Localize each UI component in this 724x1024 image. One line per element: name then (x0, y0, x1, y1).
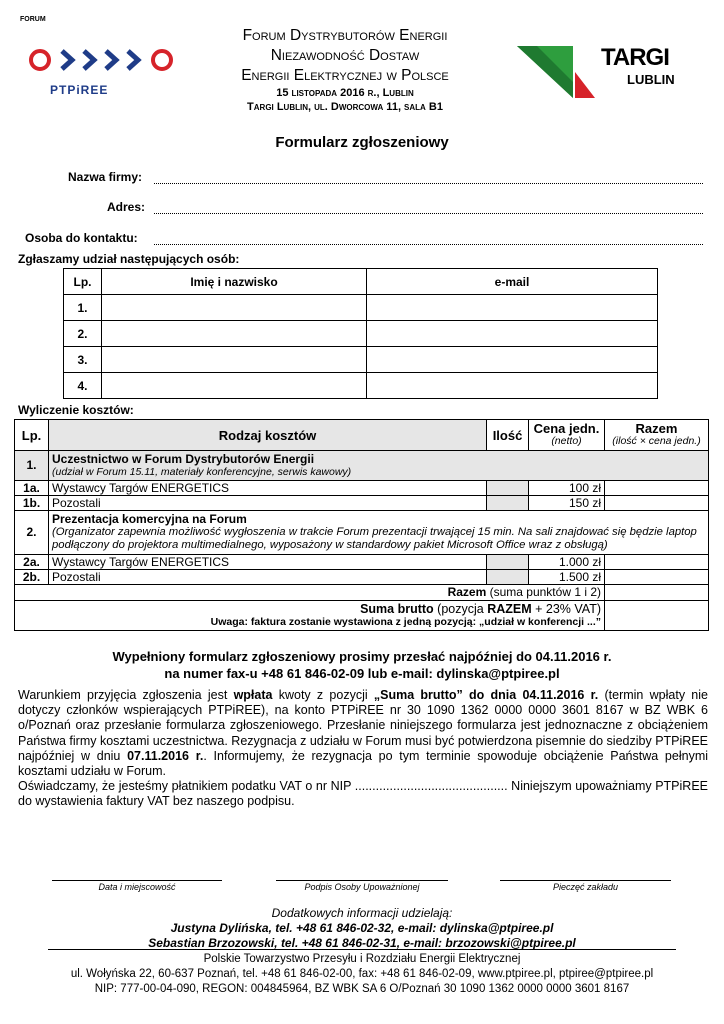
terms-bold: „Suma brutto” do dnia 04.11.2016 r. (373, 688, 599, 702)
table-row (64, 321, 658, 347)
form-title: Formularz zgłoszeniowy (275, 134, 449, 151)
row-lp: 1b. (15, 496, 49, 511)
gross-note-1: (pozycja (433, 601, 488, 616)
gross-cell[interactable] (605, 601, 709, 631)
name-cell[interactable] (102, 347, 367, 373)
price-cell: 1.500 zł (529, 570, 605, 585)
row-lp: 1a. (15, 481, 49, 496)
qty-cell[interactable] (487, 496, 529, 511)
cost-desc: (udział w Forum 15.11, materiały konferencyjne, serwis kawowy) (52, 465, 352, 478)
footer-address: ul. Wołyńska 22, 60-637 Poznań, tel. +48 61 846-02-00, fax: +48 61 846-02-09, www.ptpiree.pl, ptpiree@ptpiree.pl (70, 968, 654, 980)
notice-line-2: na numer fax-u +48 61 846-02-09 lub e-mail: dylinska@ptpiree.pl (164, 666, 560, 681)
event-place: Targi Lublin, ul. Dworcowa 11, sala B1 (247, 101, 443, 113)
gross-row (15, 601, 709, 631)
email-cell[interactable] (367, 347, 658, 373)
costs-header-row (15, 420, 709, 451)
table-row (15, 496, 709, 511)
terms-bold: wpłata (233, 688, 273, 702)
email-cell[interactable] (367, 373, 658, 399)
contact-info (0, 906, 724, 951)
cost-name: Wystawcy Targów ENERGETICS (49, 481, 487, 496)
costs-col-qty: Ilość (487, 420, 529, 451)
row-number: 4. (64, 373, 102, 399)
participants-header-row (64, 269, 658, 295)
sum-cell[interactable] (605, 585, 709, 601)
name-cell[interactable] (102, 321, 367, 347)
targi-logo-bottom: LUBLIN (627, 72, 675, 87)
table-row (15, 511, 709, 555)
terms-text: Warunkiem przyjęcia zgłoszenia jest (18, 688, 234, 702)
table-row (64, 295, 658, 321)
total-cell[interactable] (605, 570, 709, 585)
sum-label-bold: Razem (447, 585, 487, 599)
notice-line-1: Wypełniony formularz zgłoszeniowy prosimy przesłać najpóźniej do 04.11.2016 r. (112, 649, 612, 664)
address-field[interactable] (154, 212, 703, 214)
name-cell[interactable] (102, 373, 367, 399)
table-row (64, 347, 658, 373)
address-label: Adres: (107, 200, 146, 214)
table-row (64, 373, 658, 399)
cost-name: Wystawcy Targów ENERGETICS (49, 555, 487, 570)
row-lp: 1. (15, 451, 49, 481)
terms-bold: 07.11.2016 r. (127, 748, 204, 763)
cost-item (49, 511, 709, 555)
submission-notice (0, 648, 724, 682)
participants-table (63, 268, 658, 399)
contact-person-1: Justyna Dylińska, tel. +48 61 846-02-32, e-mail: dylinska@ptpiree.pl (170, 921, 554, 935)
total-cell[interactable] (605, 481, 709, 496)
qty-cell[interactable] (487, 555, 529, 570)
costs-col-type: Rodzaj kosztów (49, 420, 487, 451)
email-cell[interactable] (367, 295, 658, 321)
qty-cell[interactable] (487, 570, 529, 585)
terms-text: kwoty z pozycji (272, 688, 374, 702)
total-header: Razem (635, 421, 678, 436)
cost-desc: (Organizator zapewnia możliwość wygłoszenia w trakcie Forum prezentacji trwającej 15 min. Na sali znajdować się będzie laptop podłączony do projektora multimedialnego, wyposażony w standardowy pakiet Microsoft Office wraz z obsługą) (52, 526, 697, 551)
targi-lublin-logo (515, 42, 695, 100)
table-row (15, 570, 709, 585)
cost-title: Uczestnictwo w Forum Dystrybutorów Energii (52, 451, 315, 466)
costs-label: Wyliczenie kosztów: (18, 403, 134, 417)
event-title-line-1: Forum Dystrybutorów Energii (242, 27, 448, 44)
price-cell: 150 zł (529, 496, 605, 511)
event-date: 15 listopada 2016 r., Lublin (276, 87, 414, 99)
total-cell[interactable] (605, 496, 709, 511)
invoice-note: Uwaga: faktura zostanie wystawiona z jedną pozycją: „udział w konferencji ...” (210, 615, 601, 628)
gross-label (15, 601, 605, 631)
company-field[interactable] (154, 182, 703, 184)
gross-bold-1: Suma brutto (360, 601, 434, 616)
table-row (15, 481, 709, 496)
costs-col-total (605, 420, 709, 451)
contact-person-2: Sebastian Brzozowski, tel. +48 61 846-02-31, e-mail: brzozowski@ptpiree.pl (148, 936, 576, 950)
price-header-sub: (netto) (551, 435, 582, 447)
participants-label: Zgłaszamy udział następujących osób: (18, 252, 240, 266)
forum-tag: FORUM (20, 16, 46, 23)
footer-registry: NIP: 777-00-04-090, REGON: 004845964, BZ WBK SA 6 O/Poznań 30 1090 1362 0000 0000 3601 8167 (94, 983, 630, 995)
signature-authorized[interactable]: Podpis Osoby Upoważnionej (276, 880, 448, 892)
terms-text: . Informujemy, że rezygnacja po tym terminie spowoduje obciążenie Państwa pełnymi kosztami udziału w Forum. (18, 748, 709, 779)
name-cell[interactable] (102, 295, 367, 321)
price-cell: 100 zł (529, 481, 605, 496)
ptpiree-logo-text: PTPiREE (50, 83, 109, 97)
signature-date-place[interactable]: Data i miejscowość (52, 880, 222, 892)
company-label: Nazwa firmy: (68, 170, 143, 184)
price-cell: 1.000 zł (529, 555, 605, 570)
price-header: Cena jedn. (533, 421, 600, 436)
contact-person-label: Osoba do kontaktu: (25, 231, 138, 245)
targi-logo-top: TARGI (601, 44, 669, 71)
vat-statement: Oświadczamy, że jesteśmy płatnikiem podatku VAT o nr NIP ............................................ Niniejszym upoważniamy PTPiREE do wystawienia faktury VAT bez naszego podpisu. (18, 779, 708, 809)
contact-intro: Dodatkowych informacji udzielają: (271, 906, 453, 920)
costs-col-lp: Lp. (15, 420, 49, 451)
cost-name: Pozostali (49, 570, 487, 585)
event-title-line-2: Niezawodność Dostaw (270, 47, 420, 64)
qty-cell[interactable] (487, 481, 529, 496)
col-lp: Lp. (64, 269, 102, 295)
table-row (15, 555, 709, 570)
col-name: Imię i nazwisko (102, 269, 367, 295)
costs-table (14, 419, 709, 631)
row-number: 3. (64, 347, 102, 373)
contact-person-field[interactable] (154, 243, 703, 245)
cost-item (49, 451, 709, 481)
row-number: 1. (64, 295, 102, 321)
sum-label (15, 585, 605, 601)
row-number: 2. (64, 321, 102, 347)
signature-stamp[interactable]: Pieczęć zakładu (500, 880, 671, 892)
row-lp: 2b. (15, 570, 49, 585)
row-lp: 2a. (15, 555, 49, 570)
footer-org: Polskie Towarzystwo Przesyłu i Rozdziału Energii Elektrycznej (203, 953, 521, 965)
event-title-line-3: Energii Elektrycznej w Polsce (241, 67, 449, 84)
cost-title: Prezentacja komercyjna na Forum (52, 512, 247, 526)
costs-col-price (529, 420, 605, 451)
terms-text: (termin wpłaty nie dotyczy członków wspierających PTPiREE), na konto PTPiREE nr 30 1090 1362 0000 0000 3601 8167 w BZ WBK 6 o/Poznań oraz przesłanie formularza zgłoszeniowego. Przesłanie niniejszego formularza jest jednoznaczne z obciążeniem Państwa firmy kosztami uczestnictwa. Rezygnacja z udziału w Forum musi być potwierdzona pisemnie do siedziby PTPiREE najpóźniej w dniu (18, 688, 708, 763)
footer (0, 952, 724, 997)
footer-divider (48, 949, 676, 950)
event-header (180, 26, 510, 114)
row-lp: 2. (15, 511, 49, 555)
gross-bold-2: RAZEM (487, 601, 532, 616)
cost-name: Pozostali (49, 496, 487, 511)
total-header-sub: (ilość × cena jedn.) (612, 435, 701, 447)
email-cell[interactable] (367, 321, 658, 347)
sum-row (15, 585, 709, 601)
sum-label-note: (suma punktów 1 i 2) (486, 585, 601, 599)
table-row (15, 451, 709, 481)
gross-note-2: + 23% VAT) (531, 601, 601, 616)
total-cell[interactable] (605, 555, 709, 570)
col-email: e-mail (367, 269, 658, 295)
terms-paragraph (18, 688, 708, 810)
